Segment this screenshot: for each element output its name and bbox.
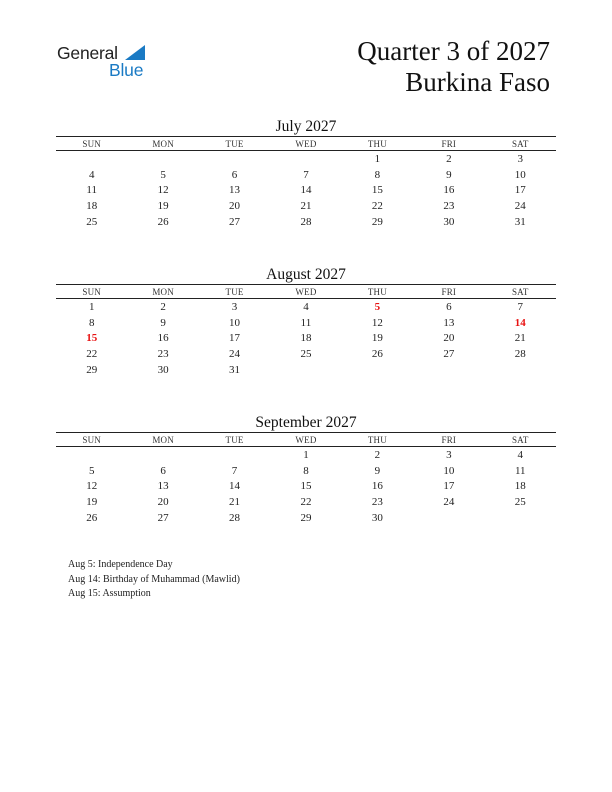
- weekday-label: SUN: [82, 434, 102, 445]
- quarter-title: Quarter 3 of 2027: [357, 36, 550, 66]
- day-cell: 7: [231, 464, 238, 477]
- day-cell: 11: [514, 464, 526, 477]
- day-cell: 14: [229, 480, 241, 493]
- day-cell: 28: [300, 216, 312, 229]
- day-cell: 17: [229, 332, 241, 345]
- logo-blue-text: Blue: [109, 60, 144, 80]
- day-cell: 14: [300, 184, 312, 197]
- weekday-label: THU: [367, 138, 387, 149]
- day-cell: 6: [231, 168, 238, 181]
- week-row: [56, 183, 556, 199]
- week-row: [56, 362, 556, 378]
- day-cell: 6: [160, 464, 166, 477]
- day-cell: 7: [303, 168, 309, 181]
- week-row: [56, 494, 556, 510]
- day-cell: 8: [374, 168, 381, 181]
- page-title: [357, 36, 550, 98]
- day-cell: 16: [157, 332, 169, 345]
- week-row: [56, 167, 556, 183]
- weekday-label: WED: [295, 286, 317, 297]
- day-cell: 12: [371, 316, 383, 329]
- holiday-note: Aug 15: Assumption: [68, 588, 151, 599]
- day-cell: 30: [157, 364, 169, 377]
- day-cell: 22: [371, 200, 383, 213]
- day-cell: 29: [300, 512, 312, 525]
- day-cell: 3: [517, 152, 523, 165]
- weekday-label: TUE: [225, 434, 244, 445]
- day-cell: 22: [86, 348, 98, 361]
- weekday-label: SAT: [511, 138, 529, 149]
- day-cell: 21: [229, 496, 241, 509]
- week-row: [56, 214, 556, 230]
- day-cell: 20: [157, 496, 169, 509]
- month-title: August 2027: [266, 266, 346, 283]
- day-cell: 7: [517, 300, 523, 313]
- day-cell: 30: [443, 216, 455, 229]
- day-cell: 23: [371, 496, 383, 509]
- day-cell: 19: [157, 200, 169, 213]
- day-cell: 21: [300, 200, 312, 213]
- weekday-header: [56, 136, 556, 151]
- day-cell: 4: [303, 300, 309, 313]
- day-cell: 29: [86, 364, 98, 377]
- day-cell: 4: [88, 168, 95, 181]
- holiday-note: Aug 5: Independence Day: [68, 559, 173, 570]
- holiday-note: Aug 14: Birthday of Muhammad (Mawlid): [68, 573, 240, 585]
- weekday-label: TUE: [225, 138, 244, 149]
- day-cell: 26: [157, 216, 169, 229]
- month-title: September 2027: [255, 414, 357, 431]
- day-cell: 8: [303, 464, 309, 477]
- day-cell: 27: [157, 512, 169, 525]
- day-cell: 18: [300, 332, 312, 345]
- weekday-label: MON: [152, 286, 174, 297]
- day-cell: 11: [86, 184, 97, 197]
- day-cell: 28: [229, 512, 241, 525]
- holiday-day-cell: 5: [374, 300, 381, 313]
- day-cell: 10: [229, 316, 241, 329]
- day-cell: 20: [229, 200, 241, 213]
- day-cell: 10: [514, 168, 526, 181]
- day-cell: 16: [443, 184, 455, 197]
- weekday-label: SUN: [82, 286, 102, 297]
- day-cell: 13: [443, 316, 455, 329]
- weekday-label: SAT: [511, 286, 529, 297]
- weekday-label: WED: [295, 434, 317, 445]
- day-cell: 1: [88, 300, 95, 313]
- holiday-day-cell: 15: [86, 332, 98, 345]
- weekday-header: [56, 284, 556, 299]
- week-row: [56, 346, 556, 362]
- day-cell: 26: [371, 348, 383, 361]
- day-cell: 20: [443, 332, 455, 345]
- day-cell: 9: [374, 464, 381, 477]
- day-cell: 27: [229, 216, 241, 229]
- day-cell: 24: [229, 348, 241, 361]
- day-cell: 25: [86, 216, 98, 229]
- weekday-label: MON: [152, 434, 174, 445]
- weekday-label: FRI: [441, 286, 457, 297]
- month-calendar-september: [56, 413, 556, 526]
- day-cell: 13: [157, 480, 169, 493]
- week-row: [56, 299, 556, 315]
- day-cell: 12: [86, 480, 98, 493]
- week-row: [56, 463, 556, 479]
- weekday-label: FRI: [441, 434, 457, 445]
- day-cell: 21: [514, 332, 526, 345]
- day-cell: 2: [446, 152, 452, 165]
- weekday-header: [56, 432, 556, 447]
- week-row: [56, 315, 556, 331]
- day-cell: 3: [446, 448, 452, 461]
- holiday-notes: [68, 558, 240, 602]
- day-cell: 29: [371, 216, 383, 229]
- day-cell: 15: [371, 184, 383, 197]
- day-cell: 2: [160, 300, 166, 313]
- logo-general-text: General: [57, 43, 118, 63]
- day-cell: 19: [371, 332, 383, 345]
- weekday-label: MON: [152, 138, 174, 149]
- day-cell: 5: [160, 168, 166, 181]
- week-row: [56, 447, 556, 463]
- weekday-label: SAT: [511, 434, 529, 445]
- country-title: Burkina Faso: [405, 67, 550, 97]
- month-title: July 2027: [275, 118, 337, 135]
- week-row: [56, 479, 556, 495]
- day-cell: 18: [86, 200, 98, 213]
- month-calendar-july: [56, 117, 556, 230]
- day-cell: 1: [303, 448, 309, 461]
- day-cell: 26: [86, 512, 98, 525]
- day-cell: 30: [371, 512, 383, 525]
- day-cell: 27: [443, 348, 455, 361]
- holiday-day-cell: 14: [514, 316, 526, 329]
- day-cell: 1: [374, 152, 381, 165]
- day-cell: 22: [300, 496, 312, 509]
- day-cell: 24: [514, 200, 526, 213]
- weekday-label: THU: [367, 286, 387, 297]
- day-cell: 31: [229, 364, 241, 377]
- day-cell: 31: [514, 216, 526, 229]
- day-cell: 28: [514, 348, 526, 361]
- day-cell: 25: [514, 496, 526, 509]
- day-cell: 5: [88, 464, 95, 477]
- weekday-label: WED: [295, 138, 317, 149]
- weekday-label: THU: [367, 434, 387, 445]
- day-cell: 15: [300, 480, 312, 493]
- day-cell: 9: [160, 316, 166, 329]
- week-row: [56, 510, 556, 526]
- day-cell: 10: [443, 464, 455, 477]
- day-cell: 8: [88, 316, 95, 329]
- week-row: [56, 151, 556, 167]
- day-cell: 23: [443, 200, 455, 213]
- day-cell: 13: [229, 184, 241, 197]
- weekday-label: TUE: [225, 286, 244, 297]
- day-cell: 25: [300, 348, 312, 361]
- day-cell: 17: [443, 480, 455, 493]
- logo-triangle-icon: [125, 45, 145, 60]
- day-cell: 16: [371, 480, 383, 493]
- weekday-label: SUN: [82, 138, 102, 149]
- day-cell: 24: [443, 496, 455, 509]
- day-cell: 3: [231, 300, 238, 313]
- month-calendar-august: [56, 265, 556, 378]
- weekday-label: FRI: [441, 138, 457, 149]
- day-cell: 9: [446, 168, 452, 181]
- week-row: [56, 198, 556, 214]
- week-row: [56, 331, 556, 347]
- day-cell: 12: [157, 184, 169, 197]
- day-cell: 19: [86, 496, 98, 509]
- day-cell: 4: [517, 448, 523, 461]
- day-cell: 6: [446, 300, 452, 313]
- day-cell: 11: [300, 316, 312, 329]
- day-cell: 18: [514, 480, 526, 493]
- day-cell: 17: [514, 184, 526, 197]
- day-cell: 23: [157, 348, 169, 361]
- day-cell: 2: [374, 448, 381, 461]
- logo: [57, 43, 157, 83]
